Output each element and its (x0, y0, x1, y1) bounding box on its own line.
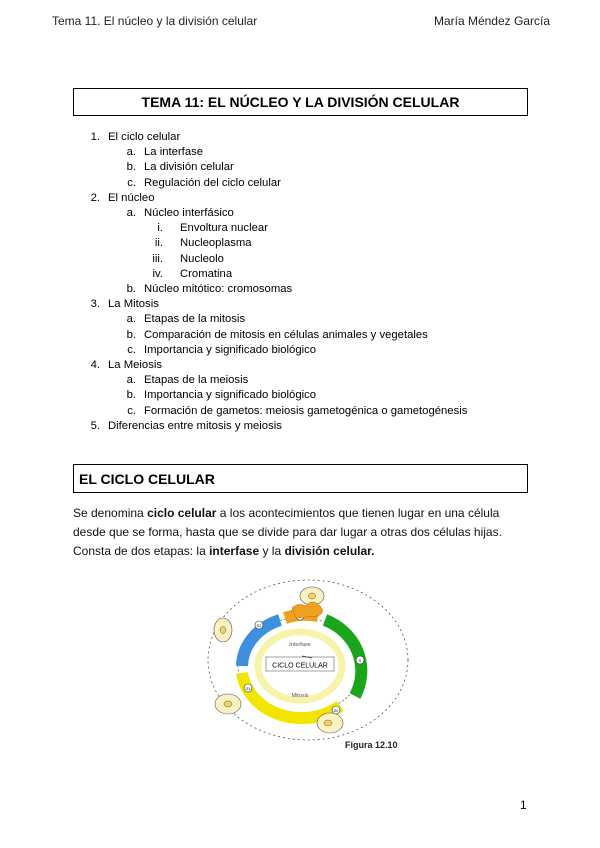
toc-item-number: 4. (90, 359, 100, 371)
toc-item-number: b. (126, 283, 136, 295)
toc-item (0, 388, 600, 403)
toc-item-number: iv. (152, 267, 163, 280)
center-label: CICLO CELULAR (272, 662, 328, 670)
toc-item (0, 328, 600, 343)
toc-item-number: a. (126, 146, 136, 159)
paragraph-bold: ciclo celular (147, 506, 217, 520)
toc-item (0, 176, 600, 191)
running-header-right: María Méndez García (433, 14, 550, 28)
toc-item (0, 343, 600, 358)
toc-item-number: c. (127, 343, 136, 356)
paragraph-text: Se denomina (73, 506, 148, 520)
toc-item (0, 312, 600, 327)
toc-item-text: Diferencias entre mitosis y meiosis (108, 419, 282, 432)
cell-cycle-figure (200, 578, 420, 753)
toc-item-text: Importancia y significado biológico (144, 343, 317, 356)
toc-item (0, 404, 600, 419)
toc-item (0, 358, 600, 373)
toc-item-number: b. (126, 389, 136, 402)
toc-item-number: b. (126, 328, 136, 341)
toc-item-text: El núcleo (108, 191, 155, 204)
paragraph-bold: interfase (209, 544, 260, 558)
phase-label: S (358, 659, 362, 663)
toc-item-number: iii. (152, 252, 163, 265)
page-number: 1 (520, 798, 527, 812)
paragraph-text: y la (259, 544, 285, 558)
toc-item-number: a. (126, 313, 136, 326)
toc-item-number: a. (126, 374, 136, 387)
toc-item-number: a. (126, 207, 136, 219)
toc-item (0, 373, 600, 388)
cell-nucleus (309, 593, 316, 599)
toc-item (0, 221, 600, 236)
toc-item-text: El ciclo celular (108, 131, 181, 143)
cell-nucleus (224, 701, 232, 707)
toc-item-text: Núcleo mitótico: cromosomas (144, 283, 293, 295)
document-title: TEMA 11: EL NÚCLEO Y LA DIVISIÓN CELULAR (73, 88, 528, 116)
cell-nucleus (220, 627, 226, 634)
toc-item-number: i. (157, 222, 163, 235)
paragraph-text: a los acontecimientos que tienen lugar en una célula desde que se forma, hasta que se divide para dar lugar a otras dos células hijas. Consta de dos etapas: la (73, 506, 502, 558)
toc-item (0, 419, 600, 434)
toc-item-text: Etapas de la meiosis (144, 374, 249, 387)
toc-item-number: 1. (90, 131, 100, 143)
toc-item-number: c. (127, 176, 136, 189)
toc-item-text: Cromatina (180, 267, 233, 280)
toc-item-text: Formación de gametos: meiosis gametogénica o gametogénesis (144, 404, 468, 417)
section-heading: EL CICLO CELULAR (73, 464, 528, 493)
dividing-cell (292, 602, 323, 618)
toc-item-number: 5. (90, 419, 100, 432)
toc-item-text: Núcleo interfásico (144, 207, 234, 219)
toc-item-number: c. (127, 404, 136, 417)
toc-item-text: Envoltura nuclear (180, 222, 268, 235)
toc-item-number: b. (126, 161, 136, 174)
toc-item-number: ii. (154, 237, 163, 250)
inner-top-label: Interfase (289, 642, 311, 648)
toc-item-number: 3. (90, 298, 100, 311)
toc-item-text: Etapas de la mitosis (144, 313, 246, 326)
inner-bottom-label: Mitosis (291, 693, 309, 699)
toc-item-text: La Mitosis (108, 298, 159, 311)
toc-item (0, 252, 600, 267)
toc-item-text: Regulación del ciclo celular (144, 176, 281, 189)
toc-item (0, 297, 600, 312)
toc-item (0, 130, 600, 145)
toc-item (0, 145, 600, 160)
figure-caption: Figura 12.10 (345, 740, 398, 750)
toc-item-text: La Meiosis (108, 359, 162, 371)
toc-item (0, 191, 600, 206)
section-paragraph (73, 504, 533, 561)
phase-label: G2 (256, 624, 262, 628)
paragraph-bold: división celular. (284, 544, 375, 558)
running-header-left: Tema 11. El núcleo y la división celular (52, 14, 258, 28)
toc-item-number: 2. (90, 191, 100, 204)
toc-item-text: Comparación de mitosis en células animales y vegetales (144, 328, 428, 341)
cell-nucleus (324, 720, 332, 726)
toc-item (0, 236, 600, 251)
toc-item (0, 282, 600, 297)
toc-item (0, 160, 600, 175)
toc-item (0, 267, 600, 282)
phase-label: G1 (245, 687, 251, 691)
phase-label: G0 (333, 709, 339, 713)
toc-item-text: La división celular (144, 161, 234, 174)
toc-item-text: La interfase (144, 146, 204, 159)
toc-item-text: Nucleoplasma (180, 237, 252, 250)
toc-item (0, 206, 600, 221)
toc-item-text: Nucleolo (180, 252, 224, 265)
toc-item-text: Importancia y significado biológico (144, 389, 317, 402)
